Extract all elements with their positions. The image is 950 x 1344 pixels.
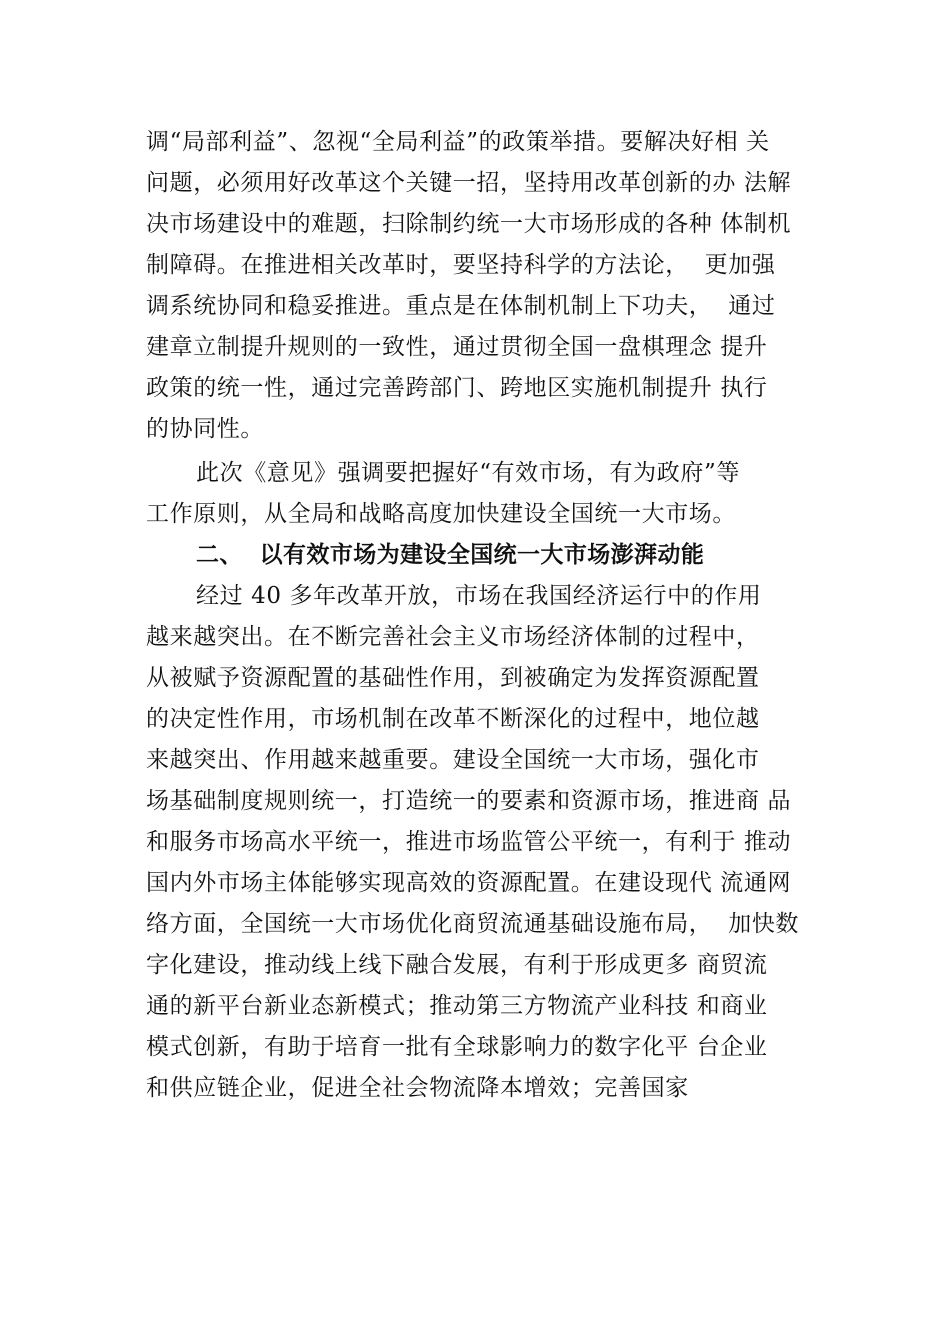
- paragraph-line: 决市场建设中的难题，扫除制约统一大市场形成的各种 体制机: [146, 211, 792, 237]
- paragraph-line: 工作原则，从全局和战略高度加快建设全国统一大市场。: [146, 501, 736, 527]
- paragraph-line: 络方面，全国统一大市场优化商贸流通基础设施布局， 加快数: [146, 911, 800, 937]
- paragraph-line: 来越突出、作用越来越重要。建设全国统一大市场，强化市: [146, 747, 760, 773]
- paragraph-line: 此次《意见》强调要把握好“有效市场，有为政府”等: [196, 460, 740, 486]
- paragraph-line: 从被赋予资源配置的基础性作用，到被确定为发挥资源配置: [146, 665, 760, 691]
- paragraph-line: 和供应链企业，促进全社会物流降本增效；完善国家: [146, 1075, 689, 1101]
- paragraph-line: 的决定性作用，市场机制在改革不断深化的过程中，地位越: [146, 706, 760, 732]
- paragraph-line: 越来越突出。在不断完善社会主义市场经济体制的过程中，: [146, 624, 760, 650]
- document-body: [146, 122, 846, 1109]
- paragraph-line: 政策的统一性，通过完善跨部门、跨地区实施机制提升 执行: [146, 375, 768, 401]
- paragraph-line: 的协同性。: [146, 416, 264, 442]
- paragraph-line: 通的新平台新业态新模式；推动第三方物流产业科技 和商业: [146, 993, 768, 1019]
- paragraph-line: 模式创新，有助于培育一批有全球影响力的数字化平 台企业: [146, 1034, 768, 1060]
- paragraph-line: 制障碍。在推进相关改革时，要坚持科学的方法论， 更加强: [146, 252, 776, 278]
- paragraph-line: 国内外市场主体能够实现高效的资源配置。在建设现代 流通网: [146, 870, 792, 896]
- paragraph-line: 经过 40 多年改革开放，市场在我国经济运行中的作用: [196, 583, 762, 609]
- paragraph-line: 场基础制度规则统一，打造统一的要素和资源市场，推进商 品: [146, 788, 792, 814]
- section-heading: 二、 以有效市场为建设全国统一大市场澎湃动能: [196, 542, 705, 568]
- paragraph-line: 字化建设，推动线上线下融合发展，有利于形成更多 商贸流: [146, 952, 768, 978]
- paragraph-line: 调“局部利益”、忽视“全局利益”的政策举措。要解决好相 关: [146, 129, 770, 155]
- paragraph-line: 调系统协同和稳妥推进。重点是在体制机制上下功夫， 通过: [146, 293, 776, 319]
- paragraph-line: 问题，必须用好改革这个关键一招，坚持用改革创新的办 法解: [146, 170, 792, 196]
- paragraph-line: 和服务市场高水平统一，推进市场监管公平统一，有利于 推动: [146, 829, 792, 855]
- paragraph-line: 建章立制提升规则的一致性，通过贯彻全国一盘棋理念 提升: [146, 334, 768, 360]
